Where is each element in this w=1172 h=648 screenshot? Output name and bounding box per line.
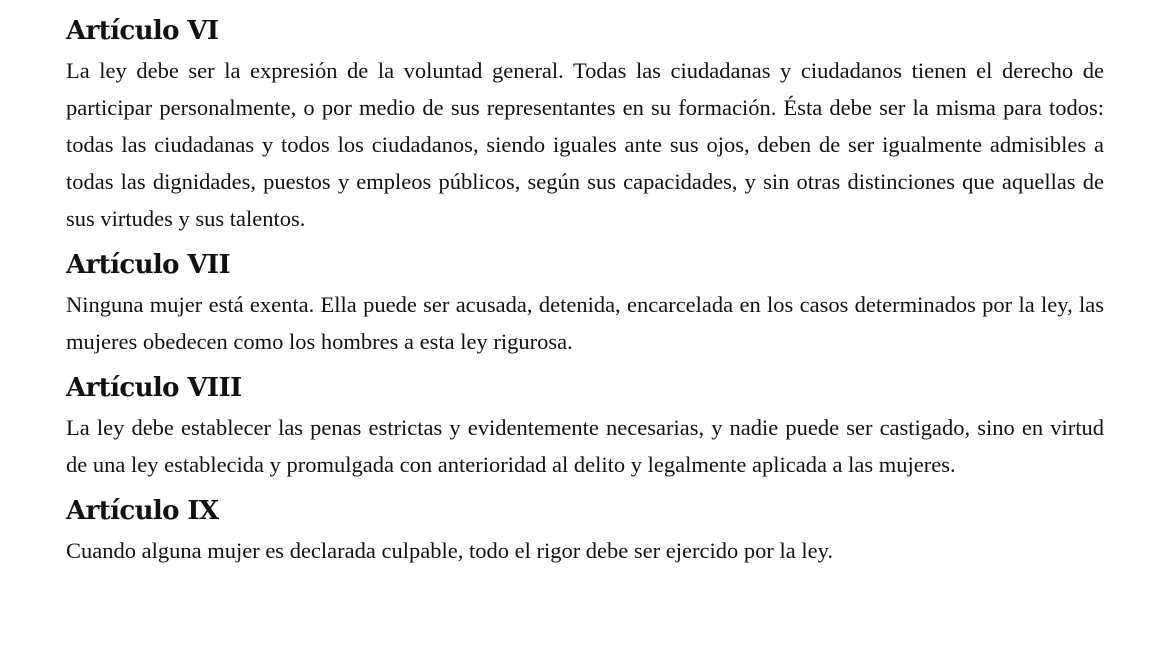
article-body: La ley debe ser la expresión de la voluntad general. Todas las ciudadanas y ciudadanos tienen el derecho de participar personalmente, o por medio de sus representantes en su formación. Ésta debe ser la misma para todos: todas las ciudadanas y todos los ciudadanos, siendo iguales ante sus ojos, deben de ser igualmente admisibles a todas las dignidades, puestos y empleos públicos, según sus capacidades, y sin otras distinciones que aquellas de sus virtudes y sus talentos.: [66, 58, 1104, 231]
article-body: Cuando alguna mujer es declarada culpable, todo el rigor debe ser ejercido por la ley.: [66, 538, 833, 563]
article-8: [66, 371, 1104, 483]
article-title: Artículo VII: [66, 250, 231, 280]
article-body: La ley debe establecer las penas estrictas y evidentemente necesarias, y nadie puede ser castigado, sino en virtud de una ley establecida y promulgada con anterioridad al delito y legalmente aplicada a las mujeres.: [66, 415, 1104, 477]
article-9: [66, 494, 1104, 569]
article-title: Artículo VI: [66, 16, 219, 46]
article-title: Artículo IX: [66, 496, 219, 526]
article-title: Artículo VIII: [66, 373, 242, 403]
article-7: [66, 248, 1104, 360]
article-body: Ninguna mujer está exenta. Ella puede ser acusada, detenida, encarcelada en los casos determinados por la ley, las mujeres obedecen como los hombres a esta ley rigurosa.: [66, 292, 1104, 354]
article-6: [66, 14, 1104, 237]
document-content: [66, 14, 1104, 569]
